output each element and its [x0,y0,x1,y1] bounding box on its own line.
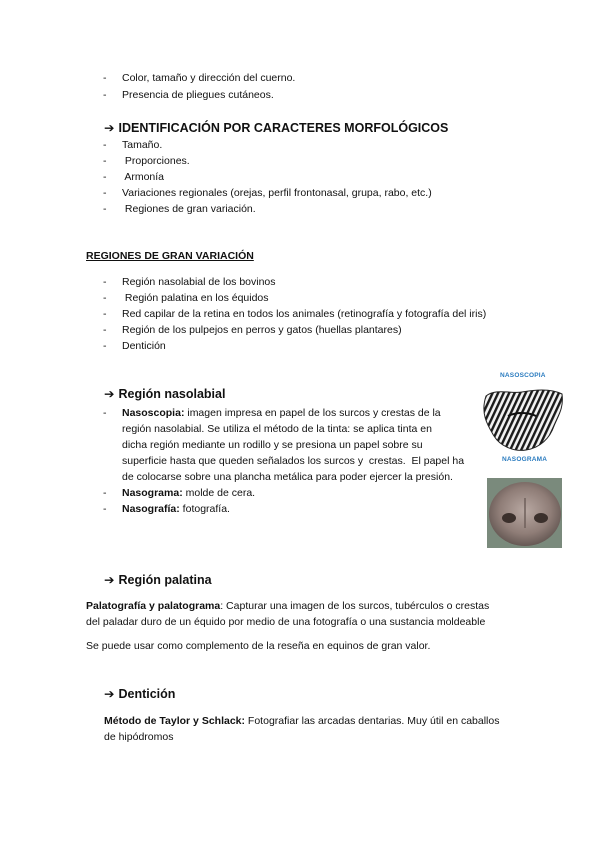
nasoscopia-text: de colocarse sobre una plancha metálica para poder ejercer la presión. [122,471,453,483]
list-item-text: Color, tamaño y dirección del cuerno. [122,72,296,84]
bullet-dash: - [103,171,107,183]
bullet-dash: - [103,487,107,499]
palatina-heading [104,572,212,587]
list-item-text: Regiones de gran variación. [122,203,256,215]
bullet-dash: - [103,72,107,84]
palatina-paragraph-2: Se puede usar como complemento de la reseña en equinos de gran valor. [86,640,431,652]
list-item-text: Región nasolabial de los bovinos [122,276,276,288]
nasoscopia-text: dicha región mediante un rodillo y se presiona un papel sobre su [122,439,423,451]
regions-heading: REGIONES DE GRAN VARIACIÓN [86,250,254,262]
denticion-paragraph-line-2: de hipódromos [104,731,174,743]
nasoscopia-text: imagen impresa en papel de los surcos y crestas de la [184,407,441,419]
denticion-text: Fotografiar las arcadas dentarias. Muy útil en caballos [245,715,500,727]
palatina-paragraph-line-2: del paladar duro de un équido por medio de una fotografía o una sustancia moldeable [86,616,486,628]
morph-heading-text: IDENTIFICACIÓN POR CARACTERES MORFOLÓGICOS [118,121,449,135]
bullet-dash: - [103,89,107,101]
list-item-text: Dentición [122,340,166,352]
bullet-dash: - [103,203,107,215]
bullet-dash: - [103,340,107,352]
nasolabial-heading-text: Región nasolabial [118,387,226,401]
list-item-text: Región palatina en los équidos [122,292,269,304]
morph-heading [104,120,448,135]
nasolabial-heading [104,386,225,401]
nasografia-text: fotografía. [179,503,230,515]
arrow-right-icon: ➔ [104,121,115,135]
bullet-dash: - [103,308,107,320]
list-item-text: Presencia de pliegues cutáneos. [122,89,274,101]
nasograma-text: molde de cera. [182,487,256,499]
bullet-dash: - [103,292,107,304]
nasoscopia-text: superficie hasta que queden señalados los surcos y crestas. El papel ha [122,455,465,467]
list-item-text: Armonía [122,171,165,183]
bullet-dash: - [103,407,107,419]
palatina-text: : Capturar una imagen de los surcos, tubérculos o crestas [220,600,490,612]
term-nasografia: Nasografía: [122,503,180,515]
bullet-dash: - [103,187,107,199]
figure-label-nasoscopia: NASOSCOPIA [500,372,546,379]
list-item-text [122,501,230,517]
arrow-right-icon: ➔ [104,687,115,701]
bullet-dash: - [103,324,107,336]
list-item-text: Tamaño. [122,139,163,151]
bullet-dash: - [103,155,107,167]
arrow-right-icon: ➔ [104,387,115,401]
term-palatografia: Palatografía y palatograma [86,600,221,612]
palatina-heading-text: Región palatina [118,573,212,587]
nasoscopia-text: región nasolabial. Se utiliza el método de la tinta: se aplica tinta en [122,423,432,435]
bullet-dash: - [103,503,107,515]
denticion-heading [104,686,175,701]
list-item-text: Red capilar de la retina en todos los animales (retinografía y fotografía del iris) [122,308,487,320]
bullet-dash: - [103,139,107,151]
term-nasoscopia: Nasoscopia: [122,407,185,419]
denticion-paragraph-line-1 [104,713,499,729]
term-nasograma: Nasograma: [122,487,183,499]
arrow-right-icon: ➔ [104,573,115,587]
list-item-text [122,405,441,421]
nasoscopia-print-image [478,386,566,454]
nasograma-photo-image [487,478,562,548]
denticion-heading-text: Dentición [118,687,176,701]
palatina-paragraph-line-1 [86,598,489,614]
list-item-text: Región de los pulpejos en perros y gatos (huellas plantares) [122,324,402,336]
figure-label-nasograma: NASOGRAMA [502,456,548,463]
list-item-text: Variaciones regionales (orejas, perfil frontonasal, grupa, rabo, etc.) [122,187,432,199]
bullet-dash: - [103,276,107,288]
list-item-text: Proporciones. [122,155,190,167]
list-item-text [122,485,255,501]
term-taylor-schlack: Método de Taylor y Schlack: [104,715,246,727]
